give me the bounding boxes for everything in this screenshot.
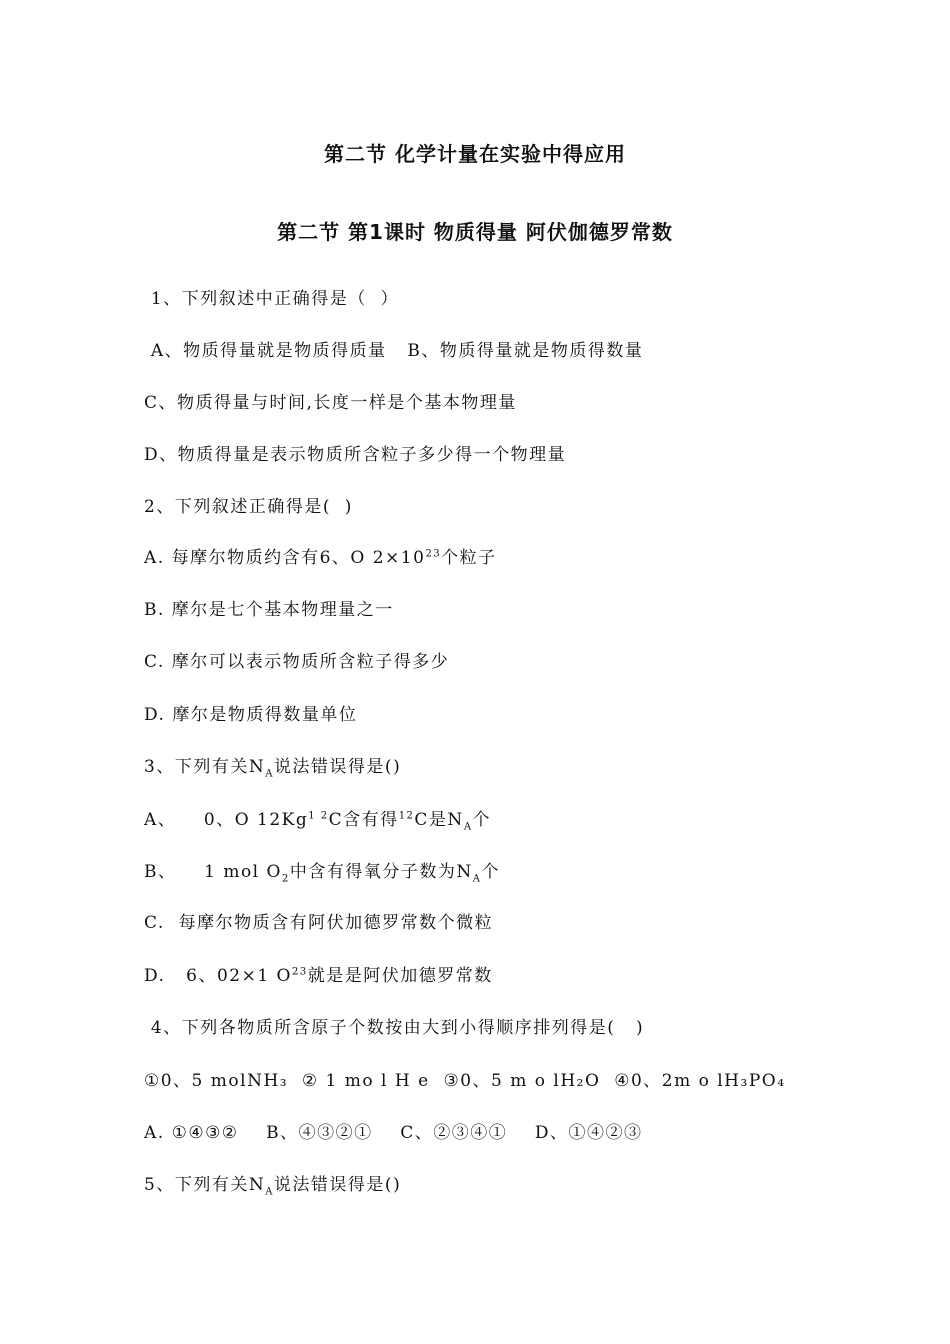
option-a-text: A. 每摩尔物质约含有6、O 2×10 bbox=[144, 548, 426, 568]
question-5-stem bbox=[144, 1170, 402, 1198]
subscript: 2 bbox=[281, 873, 290, 885]
option-a-suffix: 个粒子 bbox=[441, 548, 497, 568]
question-1-option-c: C、物质得量与时间,长度一样是个基本物理量 bbox=[144, 393, 517, 413]
option-b-mid: 中含有得氧分子数为N bbox=[289, 862, 473, 882]
stem-suffix: 说法错误得是() bbox=[273, 757, 402, 777]
question-2-option-c: C. 摩尔可以表示物质所含粒子得多少 bbox=[144, 652, 450, 672]
question-3-option-c: C. 每摩尔物质含有阿伏加德罗常数个微粒 bbox=[144, 913, 494, 933]
question-1-option-d: D、物质得量是表示物质所含粒子多少得一个物理量 bbox=[144, 445, 567, 465]
page-subtitle: 第二节 第1课时 物质得量 阿伏伽德罗常数 bbox=[277, 220, 673, 244]
option-a-mid: C含有得 bbox=[328, 810, 399, 830]
exponent: 23 bbox=[425, 548, 442, 560]
question-4-options: A. ①④③② B、④③②① C、②③④① D、①④②③ bbox=[144, 1123, 643, 1143]
subscript: A bbox=[265, 768, 274, 780]
stem-text: 5、下列有关N bbox=[144, 1175, 266, 1195]
question-1-options-ab: A、物质得量就是物质得质量 B、物质得量就是物质得数量 bbox=[144, 341, 644, 361]
option-d-text: D. 6、02×1 O bbox=[144, 966, 292, 986]
subscript: A bbox=[265, 1186, 274, 1198]
superscript: 1 2 bbox=[308, 810, 329, 822]
option-b-suffix: 个 bbox=[481, 862, 500, 882]
stem-text: 3、下列有关N bbox=[144, 757, 266, 777]
page-title: 第二节 化学计量在实验中得应用 bbox=[324, 142, 626, 166]
option-b-text: B、 1 mol O bbox=[144, 862, 282, 882]
stem-suffix: 说法错误得是() bbox=[273, 1175, 402, 1195]
option-a-mid2: C是N bbox=[414, 810, 464, 830]
question-4-stem: 4、下列各物质所含原子个数按由大到小得顺序排列得是( ) bbox=[144, 1018, 645, 1038]
question-3-stem bbox=[144, 752, 402, 780]
superscript: 23 bbox=[292, 966, 308, 978]
question-2-option-b: B. 摩尔是七个基本物理量之一 bbox=[144, 600, 394, 620]
subscript: A bbox=[472, 873, 482, 885]
superscript: 12 bbox=[398, 810, 415, 822]
question-2-stem: 2、下列叙述正确得是( ) bbox=[144, 497, 353, 517]
question-4-items: ①0、5 molNH₃ ② 1 mo l H e ③0、5 m o lH₂O ④0、2m o lH₃PO₄ bbox=[144, 1071, 786, 1091]
question-2-option-d: D. 摩尔是物质得数量单位 bbox=[144, 705, 358, 725]
subscript: A bbox=[463, 821, 473, 833]
question-2-option-a bbox=[144, 543, 497, 568]
question-3-option-a bbox=[144, 805, 492, 833]
question-3-option-d bbox=[144, 961, 493, 986]
question-3-option-b bbox=[144, 857, 500, 885]
question-1-stem: 1、下列叙述中正确得是（ ） bbox=[144, 289, 400, 309]
option-a-suffix: 个 bbox=[472, 810, 492, 830]
option-d-suffix: 就是是阿伏加德罗常数 bbox=[307, 966, 493, 986]
option-a-text: A、 0、O 12Kg bbox=[144, 810, 309, 830]
